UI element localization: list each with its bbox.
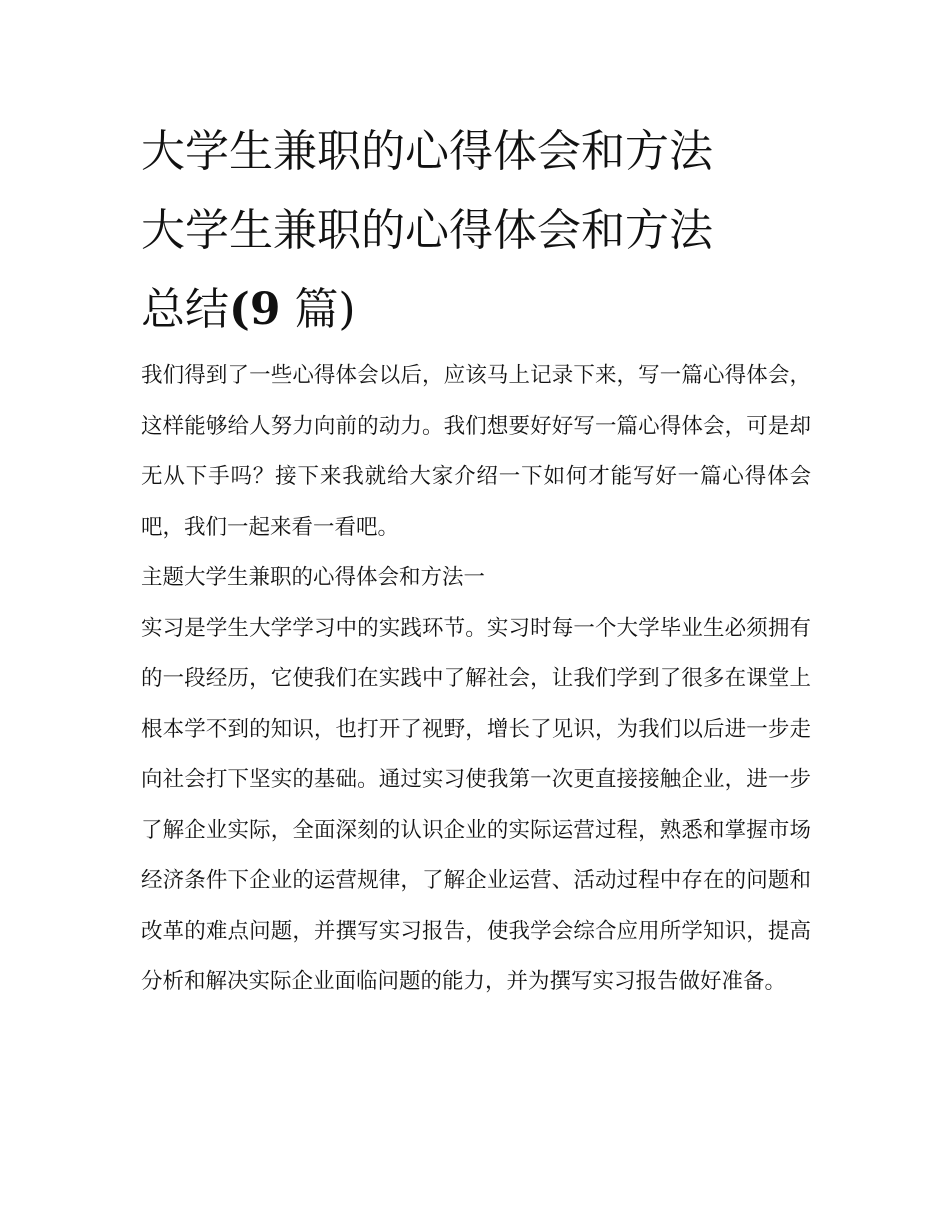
title-line-3-count: (9 [229, 284, 281, 335]
title-line-1: 大学生兼职的心得体会和方法 [141, 126, 713, 177]
title-line-3-prefix: 总结 [141, 284, 229, 335]
section-body-paragraph: 实习是学生大学学习中的实践环节。实习时每一个大学毕业生必须拥有的一段经历，它使我们在实践中了解社会，让我们学到了很多在课堂上根本学不到的知识，也打开了视野，增长了见识，为我们以后进一步走向社会打下坚实的基础。通过实习使我第一次更直接接触企业，进一步了解企业实际，全面深刻的认识企业的实际运营过程，熟悉和掌握市场经济条件下企业的运营规律，了解企业运营、活动过程中存在的问题和改革的难点问题，并撰写实习报告，使我学会综合应用所学知识，提高分析和解决实际企业面临问题的能力，并为撰写实习报告做好准备。 [141, 615, 811, 994]
title-line-3-suffix: 篇) [294, 284, 356, 335]
document-page [141, 112, 811, 1008]
document-title [141, 112, 811, 349]
section-heading: 主题大学生兼职的心得体会和方法一 [141, 565, 486, 590]
intro-paragraph: 我们得到了一些心得体会以后，应该马上记录下来，写一篇心得体会，这样能够给人努力向前的动力。我们想要好好写一篇心得体会，可是却无从下手吗？接下来我就给大家介绍一下如何才能写好一篇心得体会吧，我们一起来看一看吧。 [141, 363, 811, 540]
title-line-2: 大学生兼职的心得体会和方法 [141, 205, 713, 256]
